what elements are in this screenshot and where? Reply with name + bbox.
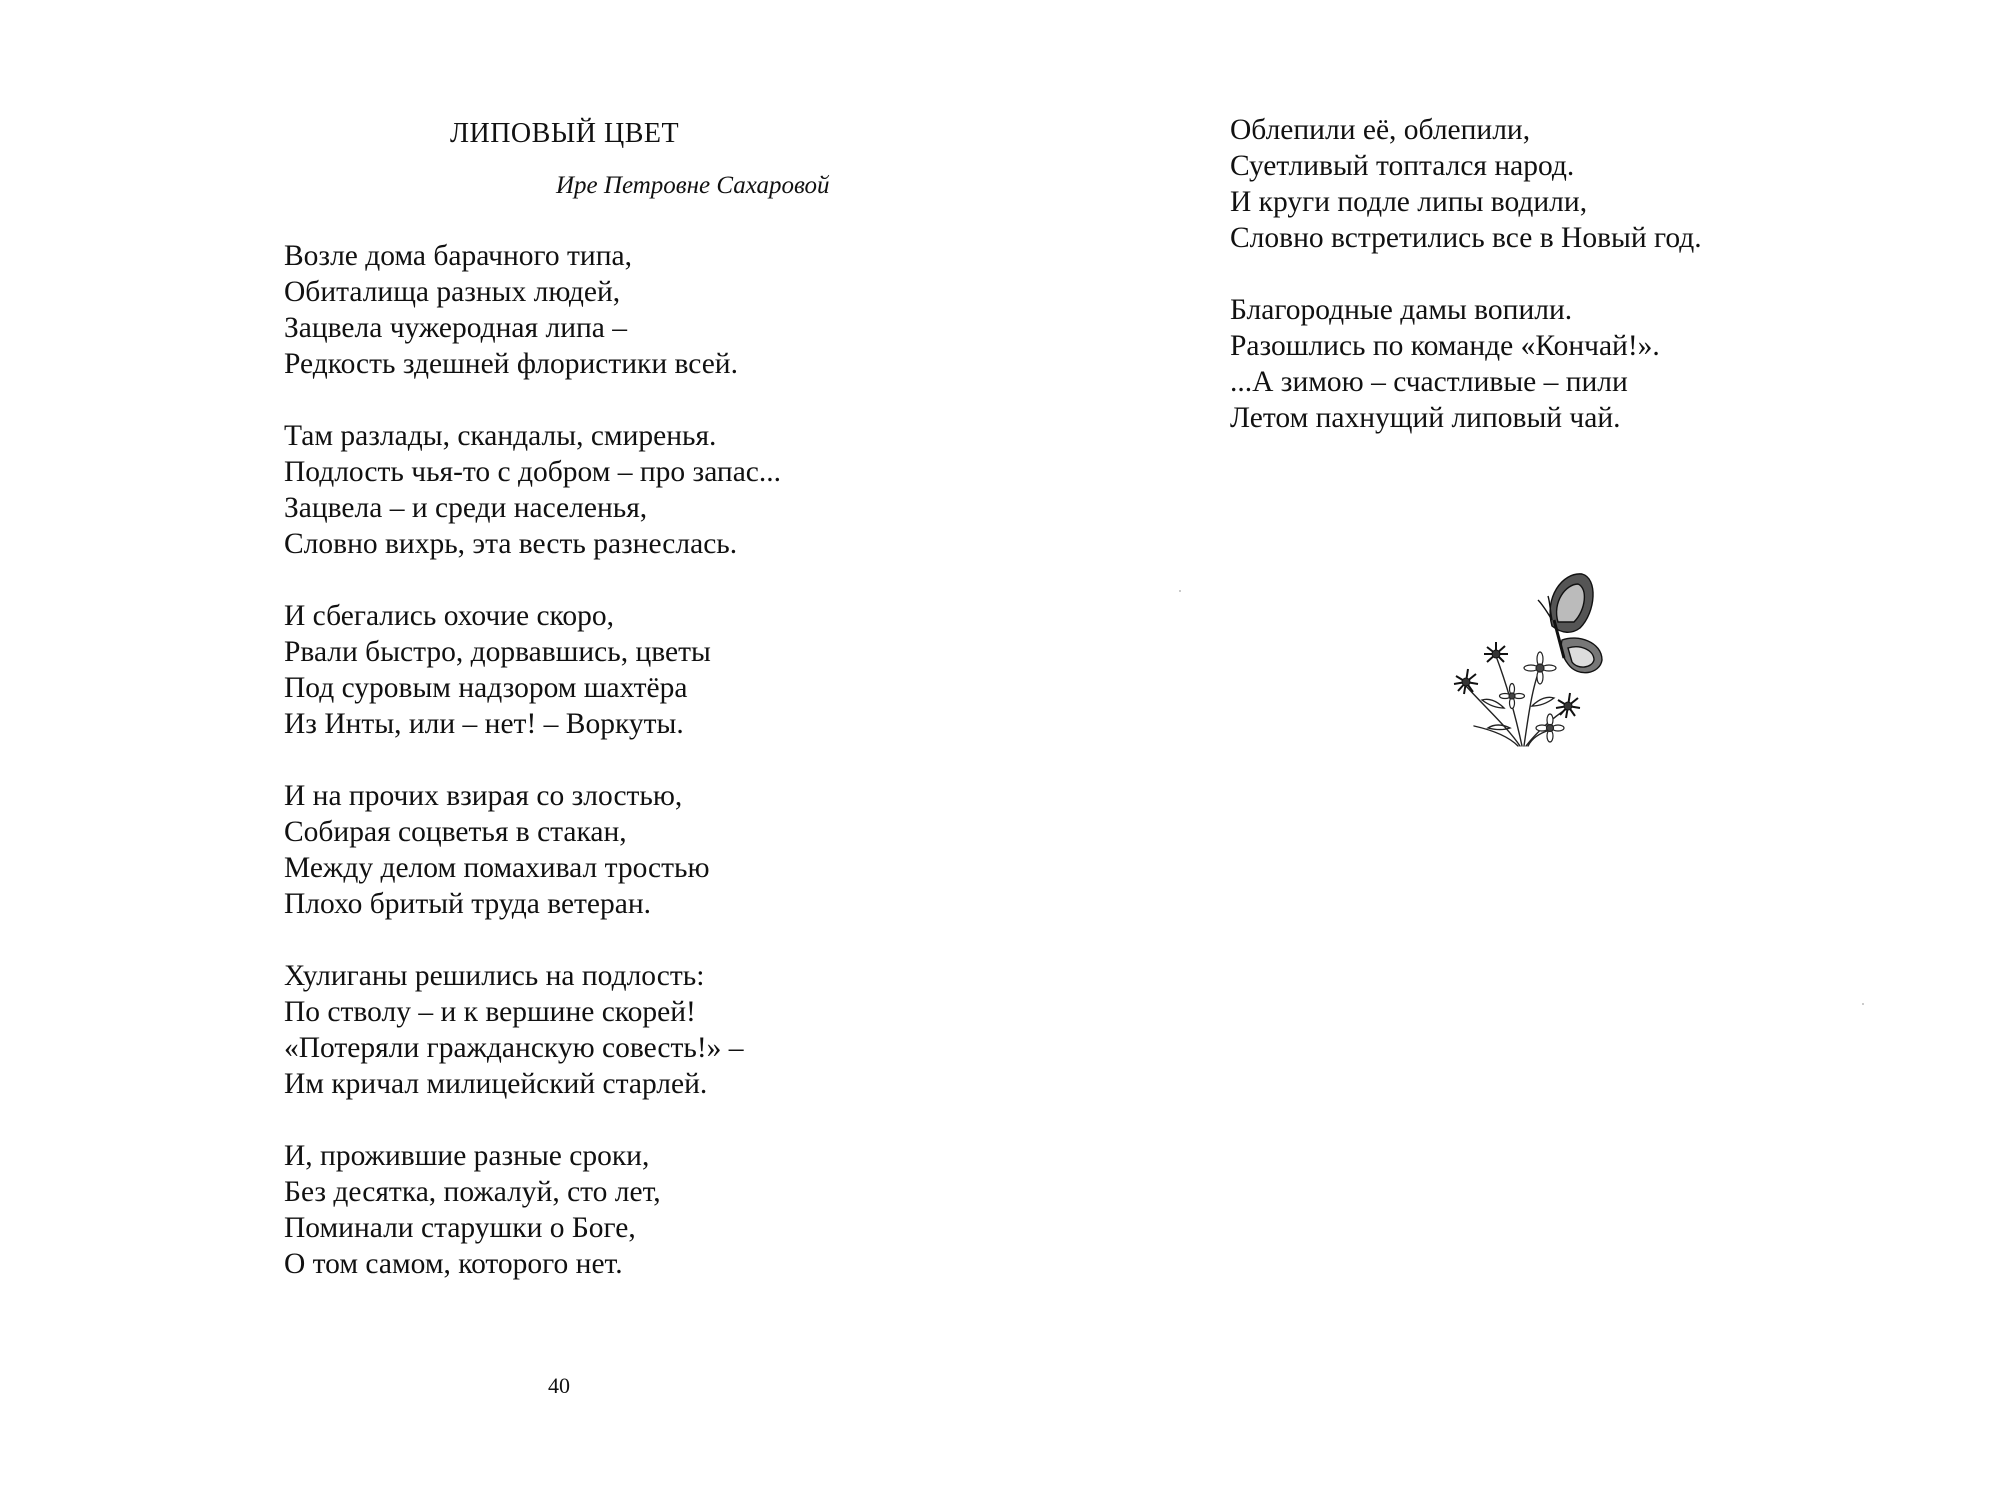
- verse-line: Благородные дамы вопили.: [1230, 294, 1573, 326]
- verse-line: Между делом помахивал тростью: [284, 852, 710, 884]
- verse-line: Словно встретились все в Новый год.: [1230, 222, 1702, 254]
- verse-line: ...А зимою – счастливые – пили: [1230, 366, 1628, 398]
- verse-line: Подлость чья-то с добром – про запас...: [284, 456, 782, 488]
- verse-line: Словно вихрь, эта весть разнеслась.: [284, 528, 738, 560]
- poem-title: ЛИПОВЫЙ ЦВЕТ: [450, 118, 680, 149]
- verse-line: Рвали быстро, дорвавшись, цветы: [284, 636, 711, 668]
- verse-line: Возле дома барачного типа,: [284, 240, 632, 272]
- poem-dedication: Ире Петровне Сахаровой: [556, 172, 830, 199]
- paper-speck: [1179, 590, 1181, 592]
- verse-line: И на прочих взирая со злостью,: [284, 780, 683, 812]
- verse-line: Плохо бритый труда ветеран.: [284, 888, 652, 920]
- verse-line: Без десятка, пожалуй, сто лет,: [284, 1176, 661, 1208]
- verse-line: Из Инты, или – нет! – Воркуты.: [284, 708, 684, 740]
- verse-line: По стволу – и к вершине скорей!: [284, 996, 696, 1028]
- verse-line: Поминали старушки о Боге,: [284, 1212, 636, 1244]
- verse-line: Там разлады, скандалы, смиренья.: [284, 420, 717, 452]
- stanza: [284, 418, 781, 562]
- paper-speck: [1862, 1003, 1864, 1005]
- right-page: [1000, 0, 2000, 1492]
- stanza: [284, 778, 781, 922]
- verse-line: Летом пахнущий липовый чай.: [1230, 402, 1621, 434]
- verse-line: Собирая соцветья в стакан,: [284, 816, 627, 848]
- verse-line: Им кричал милицейский старлей.: [284, 1068, 708, 1100]
- stanza: [284, 238, 781, 382]
- verse-line: Редкость здешней флористики всей.: [284, 348, 738, 380]
- verse-line: О том самом, которого нет.: [284, 1248, 623, 1280]
- stanza: [1230, 112, 1702, 256]
- page-number: 40: [548, 1373, 570, 1398]
- verse-line: И сбегались охочие скоро,: [284, 600, 615, 632]
- stanza: [284, 1138, 781, 1282]
- verse-line: Суетливый топтался народ.: [1230, 150, 1575, 182]
- verse-line: Под суровым надзором шахтёра: [284, 672, 688, 704]
- poem-body-right: [1230, 112, 1702, 472]
- verse-line: Зацвела чужеродная липа –: [284, 312, 627, 344]
- butterfly-flowers-icon: [1412, 568, 1612, 748]
- stanza: [284, 598, 781, 742]
- verse-line: «Потеряли гражданскую совесть!» –: [284, 1032, 744, 1064]
- verse-line: Зацвела – и среди населенья,: [284, 492, 648, 524]
- stanza: [284, 958, 781, 1102]
- verse-line: Разошлись по команде «Кончай!».: [1230, 330, 1660, 362]
- verse-line: И, прожившие разные сроки,: [284, 1140, 650, 1172]
- poem-body-left: [284, 238, 781, 1318]
- verse-line: И круги подле липы водили,: [1230, 186, 1588, 218]
- verse-line: Облепили её, облепили,: [1230, 114, 1531, 146]
- verse-line: Обиталища разных людей,: [284, 276, 621, 308]
- verse-line: Хулиганы решились на подлость:: [284, 960, 705, 992]
- stanza: [1230, 292, 1702, 436]
